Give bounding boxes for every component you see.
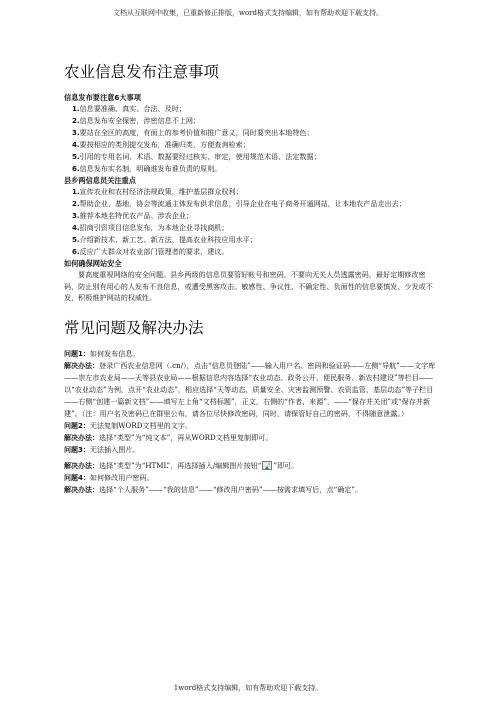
list-item: 4.要按相应的类别提交发布，准确归类，方便查询检索； xyxy=(72,140,250,149)
faq-question: 问题4：如何修改用户密码。 xyxy=(64,472,154,482)
document-title: 农业信息发布注意事项 xyxy=(64,63,220,81)
faq-title: 常见问题及解决办法 xyxy=(64,318,204,337)
list-item: 3.推荐本地名特优农产品、涉农企业； xyxy=(72,211,194,220)
list-item: 6.信息发布实名制，明确谁发布谁负责的原则。 xyxy=(72,164,222,173)
security-paragraph: 要高度重视网络的安全问题。县乡两级的信息员要管好帐号和密码，不要向无关人员透露密码，最好定期修改密码，防止别有用心的人发布不良信息，或遭受黑客攻击。敏感性、争议性、不确定性、负面性的信息要慎发、少发或不发，积极维护网站的权威性。 xyxy=(64,270,433,303)
faq-question: 问题2：无法复制WORD文档里的文字。 xyxy=(64,420,193,430)
list-item: 6.反应广大群众对农业部门管理者的要求、建议。 xyxy=(72,247,229,256)
faq-answer: 解决办法：选择“类型”为“HTML”，再选择插入/编辑图片按钮“ ”即可。 xyxy=(64,460,299,470)
list-item: 5.介绍新技术、新工艺、新方法，提高农业科技应用水平； xyxy=(72,235,257,244)
list-item: 5.引用的专用名词、术语、数据要经过核实、审定，使用规范术语、法定数据； xyxy=(72,152,321,161)
faq-answer: 解决办法：选择“类型”为“纯文本”，再从WORD文档里复制即可。 xyxy=(64,432,273,442)
document-body xyxy=(64,62,436,496)
list-item: 2.帮助企业、基地、协会等流通主体发布供求信息，引导企业在电子商务开通网站，让本地农产品走出去； xyxy=(72,199,406,208)
list-item: 3.要站在全区的高度，有面上的参考价值和推广意义，同时要突出本地特色； xyxy=(72,128,314,137)
insert-image-icon xyxy=(262,461,272,470)
section-heading-notices: 信息发布要注意6大事项 xyxy=(64,93,141,102)
faq-question: 问题1：如何发布信息。 xyxy=(64,348,140,358)
list-item: 4.招商引资项目信息发布，为本地企业寻找商机； xyxy=(72,223,229,232)
section-heading-focus: 县乡两信息员关注重点 xyxy=(64,176,136,185)
footer-note: 1word格式支持编辑，如有帮助欢迎下载支持。 xyxy=(173,684,323,692)
faq-answer: 解决办法：选择“个人服务”——“我的信息”——“修改用户密码”——按需求填写后，点“确定”。 xyxy=(64,484,363,494)
section-heading-security: 如何确保网站安全 xyxy=(64,259,122,268)
header-note: 文档从互联网中收集，已重新修正排版，word格式支持编辑，如有帮助欢迎下载支持。 xyxy=(112,9,384,17)
faq-answer: 解决办法：登录广西农业信息网（.cn/），点击“信息员登陆”——输入用户名、密码和验证码——左侧“导航”——文字库——崇左市农业局——天等县农业局——根据信息内容选择“农业动态、政务公开、便民服务、新农村建设”等栏目——以“农业动态”为例，点开“农业动态”，相应选择“天等动态、质量安全、灾害监测预警、农资监管、基层动态”等子栏目——右侧“创建一篇新文档”——填写左上角“文档标题”，正文，右侧的“作者、来源”，——“保存并关闭”或“保存并新建”。（注：用户名及密码已在群里公布，请各位尽快修改密码，同时，请保管好自己的密码，不得随意泄露。） xyxy=(64,360,436,418)
faq-question: 问题3：无法插入图片。 xyxy=(64,444,140,454)
list-item: 2.信息发布安全保密，涉密信息不上网； xyxy=(72,116,201,125)
list-item: 1.信息要准确、真实、合法、及时； xyxy=(72,104,186,113)
list-item: 1.宣传农业和农村经济法规政策，维护基层群众权利； xyxy=(72,187,243,196)
